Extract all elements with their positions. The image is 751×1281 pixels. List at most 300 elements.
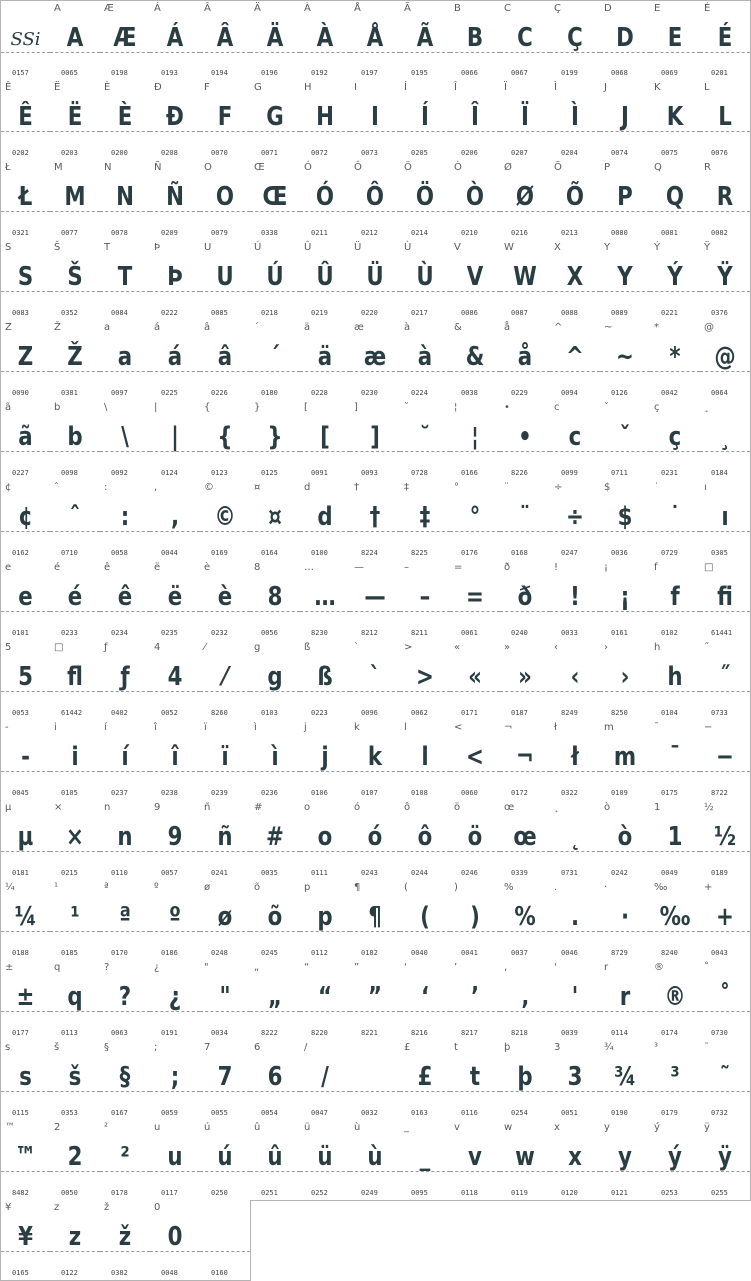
glyph-code: 0339: [511, 869, 528, 877]
glyph-sample: −: [716, 742, 734, 772]
glyph-code: 0237: [111, 789, 128, 797]
glyph-cell: [200, 160, 251, 241]
glyph-sample: &: [465, 342, 485, 372]
glyph-label: m: [604, 722, 614, 733]
glyph-label: “: [304, 962, 310, 973]
glyph-cell: [450, 320, 501, 401]
glyph-cell: [600, 880, 651, 961]
glyph-cell: [250, 240, 301, 321]
glyph-sample: g: [267, 662, 283, 692]
glyph-code: 0167: [111, 1109, 128, 1117]
glyph-sample: ð: [517, 582, 533, 612]
glyph-sample: =: [466, 582, 484, 612]
glyph-cell: [450, 1120, 501, 1201]
glyph-code: 0102: [661, 629, 678, 637]
glyph-code: 0211: [311, 229, 328, 237]
glyph-code: 0730: [711, 1029, 728, 1037]
glyph-code: 0176: [461, 549, 478, 557]
glyph-code: 0382: [111, 1269, 128, 1277]
glyph-label: e: [5, 562, 12, 573]
glyph-cell: [150, 720, 201, 801]
glyph-cell: [550, 400, 601, 481]
glyph-cell: [350, 80, 401, 161]
glyph-code: 0050: [61, 1189, 78, 1197]
glyph-cell: [550, 720, 601, 801]
glyph-label: ~: [604, 322, 613, 333]
glyph-sample: í: [121, 742, 129, 772]
glyph-code: 0105: [61, 789, 78, 797]
glyph-label: H: [304, 82, 312, 93]
glyph-label: Ì: [554, 82, 557, 93]
glyph-code: 0170: [111, 949, 128, 957]
glyph-sample: ¯: [669, 742, 681, 772]
glyph-cell: [250, 80, 301, 161]
glyph-label: s: [5, 1042, 11, 1053]
glyph-cell: [350, 480, 401, 561]
glyph-label: Ô: [354, 162, 362, 173]
glyph-label: .: [554, 882, 558, 893]
glyph-cell: [700, 720, 751, 801]
glyph-code: 0353: [61, 1109, 78, 1117]
glyph-code: 0123: [211, 469, 228, 477]
glyph-cell: [700, 240, 751, 321]
glyph-label: ë: [154, 562, 161, 573]
glyph-cell: [350, 800, 401, 881]
glyph-label: ®: [654, 962, 664, 973]
glyph-label: ˝: [704, 642, 709, 653]
glyph-sample: C: [517, 23, 533, 53]
glyph-cell: [500, 400, 551, 481]
glyph-label: û: [254, 1122, 261, 1133]
glyph-label: V: [454, 242, 461, 253]
glyph-code: 0090: [12, 389, 29, 397]
glyph-sample: T: [117, 262, 133, 292]
glyph-sample: n: [117, 822, 133, 852]
glyph-code: 0221: [661, 309, 678, 317]
glyph-sample: 8: [267, 582, 283, 612]
glyph-cell: [250, 640, 301, 721]
glyph-code: 0070: [211, 149, 228, 157]
glyph-code: 0075: [661, 149, 678, 157]
glyph-sample: G: [266, 102, 284, 132]
glyph-cell: [100, 480, 151, 561]
glyph-cell: [100, 1040, 151, 1121]
glyph-code: 0113: [61, 1029, 78, 1037]
glyph-sample: m: [613, 742, 637, 772]
glyph-label: $: [604, 482, 611, 493]
glyph-label: Æ: [104, 3, 114, 14]
glyph-cell: [700, 960, 751, 1041]
glyph-code: 0182: [361, 949, 378, 957]
glyph-code: 0059: [161, 1109, 178, 1117]
glyph-sample: ¬: [516, 742, 534, 772]
glyph-sample: l: [421, 742, 429, 772]
glyph-cell: [250, 880, 301, 961]
glyph-sample: ?: [118, 982, 132, 1012]
glyph-label: <: [454, 722, 463, 733]
glyph-sample: ¥: [18, 1222, 33, 1252]
glyph-code: 0073: [361, 149, 378, 157]
glyph-cell: [200, 80, 251, 161]
glyph-sample: ´: [269, 342, 281, 372]
glyph-label: x: [554, 1122, 560, 1133]
glyph-label: ı: [704, 482, 707, 493]
glyph-code: 0125: [261, 469, 278, 477]
glyph-label: O: [204, 162, 212, 173]
glyph-cell: [650, 720, 701, 801]
glyph-code: 8216: [411, 1029, 428, 1037]
glyph-code: 0230: [361, 389, 378, 397]
glyph-cell: [200, 640, 251, 721]
glyph-code: 0053: [12, 709, 29, 717]
glyph-sample: ú: [217, 1142, 233, 1172]
glyph-code: 0178: [111, 1189, 128, 1197]
glyph-label: Ó: [304, 162, 312, 173]
glyph-code: 0192: [311, 69, 328, 77]
glyph-sample: J: [621, 102, 629, 132]
glyph-cell: [550, 800, 601, 881]
glyph-cell: [0, 1040, 51, 1121]
glyph-code: 0729: [661, 549, 678, 557]
glyph-cell: [50, 1040, 101, 1121]
glyph-code: 61442: [61, 709, 83, 717]
glyph-sample: …: [314, 582, 336, 612]
glyph-cell: [200, 720, 251, 801]
glyph-sample: c: [568, 422, 582, 452]
glyph-code: 0040: [411, 949, 428, 957]
glyph-label: ˇ: [604, 402, 609, 413]
glyph-sample: Ø: [515, 182, 535, 212]
glyph-sample: {: [217, 422, 233, 452]
glyph-code: 0097: [111, 389, 128, 397]
glyph-sample: r: [619, 982, 631, 1012]
glyph-sample: 5: [18, 662, 33, 692]
glyph-sample: w: [515, 1142, 535, 1172]
glyph-cell: [100, 160, 151, 241]
glyph-code: 0212: [361, 229, 378, 237]
glyph-cell: [0, 0, 51, 81]
glyph-code: 0077: [61, 229, 78, 237]
glyph-code: 0189: [711, 869, 728, 877]
glyph-code: 0225: [161, 389, 178, 397]
glyph-cell: [150, 1040, 201, 1121]
glyph-cell: [300, 1040, 351, 1121]
glyph-code: 0069: [661, 69, 678, 77]
glyph-label: ÷: [554, 482, 563, 493]
glyph-cell: [0, 1120, 51, 1201]
glyph-sample: ¾: [613, 1062, 637, 1092]
glyph-label: >: [404, 642, 413, 653]
glyph-sample: ø: [217, 902, 233, 932]
glyph-cell: [50, 560, 101, 641]
glyph-sample: e: [18, 582, 33, 612]
glyph-cell: [150, 80, 201, 161]
glyph-cell: [500, 720, 551, 801]
glyph-label: ˙: [654, 482, 659, 493]
glyph-code: 0058: [111, 549, 128, 557]
glyph-code: 0168: [511, 549, 528, 557]
glyph-code: 0174: [661, 1029, 678, 1037]
glyph-cell: [450, 880, 501, 961]
glyph-cell: [0, 720, 51, 801]
glyph-code: 0180: [261, 389, 278, 397]
glyph-label: »: [504, 642, 511, 653]
glyph-cell: [400, 960, 451, 1041]
baseline-guide: [200, 1251, 250, 1252]
glyph-label: í: [104, 722, 107, 733]
glyph-cell: [600, 320, 651, 401]
glyph-cell: [50, 240, 101, 321]
glyph-cell: [250, 560, 301, 641]
glyph-cell: [200, 880, 251, 961]
glyph-sample: #: [266, 822, 284, 852]
glyph-label: E: [654, 3, 661, 14]
glyph-cell: [250, 480, 301, 561]
glyph-sample: fl: [67, 662, 83, 692]
glyph-cell: [100, 240, 151, 321]
glyph-cell: [50, 1120, 101, 1201]
glyph-code: 0732: [711, 1109, 728, 1117]
glyph-label: F: [204, 82, 210, 93]
glyph-code: 0112: [311, 949, 328, 957]
glyph-label: Ë: [54, 82, 61, 93]
glyph-cell: [400, 1040, 451, 1121]
glyph-sample: ›: [620, 662, 630, 692]
glyph-cell: [400, 400, 451, 481]
glyph-code: 0169: [211, 549, 228, 557]
glyph-code: 0203: [61, 149, 78, 157]
glyph-cell: [650, 480, 701, 561]
glyph-cell: [550, 960, 601, 1041]
glyph-label: ‚: [504, 962, 508, 973]
glyph-sample: ä: [317, 342, 333, 372]
glyph-label: 0: [154, 1202, 161, 1213]
glyph-code: 0188: [12, 949, 29, 957]
glyph-label: t: [454, 1042, 458, 1053]
glyph-sample: Ô: [365, 182, 385, 212]
glyph-code: 0048: [161, 1269, 178, 1277]
glyph-cell: [0, 240, 51, 321]
glyph-sample: -: [21, 742, 30, 772]
glyph-code: 0074: [611, 149, 628, 157]
glyph-sample: ž: [118, 1222, 132, 1252]
glyph-label: ˆ: [54, 482, 59, 493]
glyph-sample: ¹: [70, 902, 80, 932]
glyph-label: □: [704, 562, 714, 573]
glyph-cell: [350, 240, 401, 321]
glyph-sample: Z: [17, 342, 34, 372]
glyph-sample: Â: [216, 23, 234, 53]
glyph-code: 0067: [511, 69, 528, 77]
glyph-sample: q: [67, 982, 83, 1012]
glyph-sample: x: [568, 1142, 582, 1172]
glyph-code: 0101: [12, 629, 29, 637]
glyph-label: Ê: [5, 82, 12, 93]
glyph-cell: [250, 320, 301, 401]
glyph-code: 0081: [661, 229, 678, 237]
glyph-sample: ì: [271, 742, 279, 772]
glyph-code: 0126: [611, 389, 628, 397]
glyph-label: •: [504, 402, 510, 413]
glyph-sample: +: [716, 902, 734, 932]
glyph-sample: ±: [16, 982, 35, 1012]
glyph-sample: ‡: [419, 502, 431, 532]
glyph-code: 0227: [12, 469, 29, 477]
glyph-cell: [250, 400, 301, 481]
glyph-code: 0232: [211, 629, 228, 637]
glyph-cell: [300, 160, 351, 241]
glyph-code: 0172: [511, 789, 528, 797]
glyph-label: ý: [654, 1122, 660, 1133]
glyph-sample: \: [121, 422, 129, 452]
glyph-code: 0079: [211, 229, 228, 237]
glyph-label: ”: [354, 962, 360, 973]
glyph-sample: 1: [667, 822, 683, 852]
glyph-cell: [100, 0, 151, 81]
glyph-code: 0096: [361, 709, 378, 717]
glyph-cell: [350, 960, 401, 1041]
glyph-label: b: [54, 402, 61, 413]
glyph-code: 0224: [411, 389, 428, 397]
glyph-cell: [250, 160, 301, 241]
glyph-code: 0078: [111, 229, 128, 237]
glyph-code: 0322: [561, 789, 578, 797]
glyph-cell: [200, 1040, 251, 1121]
glyph-label: ™: [5, 1122, 15, 1133]
glyph-cell: [550, 1040, 601, 1121]
glyph-cell: [400, 240, 451, 321]
glyph-label: \: [104, 402, 108, 413]
glyph-code: 0200: [111, 149, 128, 157]
glyph-sample: ı: [721, 502, 729, 532]
glyph-sample: Ü: [366, 262, 384, 292]
glyph-cell: [650, 1120, 701, 1201]
glyph-sample: t: [469, 1062, 481, 1092]
glyph-cell: [300, 960, 351, 1041]
glyph-cell: [500, 960, 551, 1041]
glyph-code: 8230: [311, 629, 328, 637]
glyph-cell: [150, 800, 201, 881]
glyph-sample: B: [466, 23, 484, 53]
glyph-code: 0171: [461, 709, 478, 717]
glyph-code: 0099: [561, 469, 578, 477]
glyph-cell: [100, 960, 151, 1041]
glyph-sample: j: [321, 742, 329, 772]
glyph-sample: 4: [167, 662, 183, 692]
glyph-label: …: [304, 562, 314, 573]
glyph-cell: [650, 0, 701, 81]
glyph-sample: Î: [471, 102, 479, 132]
glyph-label: à: [404, 322, 411, 333]
glyph-code: 0201: [711, 69, 728, 77]
glyph-label: 2: [54, 1122, 61, 1133]
glyph-sample: ‹: [570, 662, 580, 692]
glyph-code: 0068: [611, 69, 628, 77]
glyph-cell: [600, 1120, 651, 1201]
glyph-sample: ù: [367, 1142, 383, 1172]
glyph-label: h: [654, 642, 661, 653]
glyph-cell: [50, 800, 101, 881]
glyph-code: 0095: [411, 1189, 428, 1197]
glyph-sample: u: [167, 1142, 183, 1172]
glyph-sample: K: [666, 102, 684, 132]
glyph-cell: [0, 960, 51, 1041]
glyph-code: 0114: [611, 1029, 628, 1037]
baseline-guide: [1, 52, 50, 53]
glyph-sample: ¶: [368, 902, 382, 932]
glyph-cell: [250, 720, 301, 801]
glyph-cell: [150, 160, 201, 241]
glyph-label: z: [54, 1202, 60, 1213]
glyph-sample: D: [616, 23, 634, 53]
glyph-cell: [400, 640, 451, 721]
glyph-cell: [150, 640, 201, 721]
glyph-cell: [100, 80, 151, 161]
glyph-code: 0238: [161, 789, 178, 797]
glyph-sample: Á: [166, 23, 184, 53]
glyph-label: −: [704, 722, 713, 733]
glyph-code: 0194: [211, 69, 228, 77]
glyph-label: «: [454, 642, 461, 653]
glyph-sample: „: [267, 982, 283, 1012]
glyph-label: -: [5, 722, 9, 733]
glyph-sample: fi: [717, 582, 733, 612]
glyph-code: 0089: [611, 309, 628, 317]
glyph-cell: [500, 880, 551, 961]
glyph-sample: Þ: [167, 262, 183, 292]
glyph-label: ±: [5, 962, 14, 973]
glyph-sample: Ò: [465, 182, 485, 212]
glyph-label: ß: [304, 642, 311, 653]
glyph-sample: ¡: [620, 582, 630, 612]
glyph-cell: [650, 640, 701, 721]
glyph-label: Ñ: [154, 162, 162, 173]
glyph-cell: [400, 1120, 451, 1201]
glyph-code: 0402: [111, 709, 128, 717]
glyph-code: 0049: [661, 869, 678, 877]
glyph-sample: a: [117, 342, 133, 372]
glyph-cell: [500, 0, 551, 81]
glyph-code: 0160: [211, 1269, 228, 1277]
glyph-label: W: [504, 242, 514, 253]
glyph-label: I: [354, 82, 357, 93]
glyph-sample: Æ: [113, 23, 137, 53]
glyph-label: a: [104, 322, 111, 333]
glyph-sample: L: [718, 102, 732, 132]
glyph-sample: Ł: [18, 182, 33, 212]
glyph-label: ⁄: [204, 642, 206, 653]
glyph-cell: [400, 720, 451, 801]
glyph-label: ¿: [154, 962, 160, 973]
glyph-sample: ²: [120, 1142, 130, 1172]
glyph-cell: [150, 400, 201, 481]
glyph-label: B: [454, 3, 461, 14]
glyph-code: 8225: [411, 549, 428, 557]
glyph-label: é: [54, 562, 61, 573]
glyph-cell: [300, 240, 351, 321]
glyph-cell: [300, 640, 351, 721]
glyph-cell: [500, 560, 551, 641]
glyph-label: ¤: [254, 482, 261, 493]
glyph-label: Å: [354, 3, 361, 14]
glyph-sample: õ: [267, 902, 283, 932]
glyph-sample: b: [67, 422, 83, 452]
glyph-cell: [700, 1040, 751, 1121]
glyph-cell: [400, 800, 451, 881]
glyph-label: y: [604, 1122, 610, 1133]
glyph-label: }: [254, 402, 261, 413]
glyph-cell: [700, 480, 751, 561]
